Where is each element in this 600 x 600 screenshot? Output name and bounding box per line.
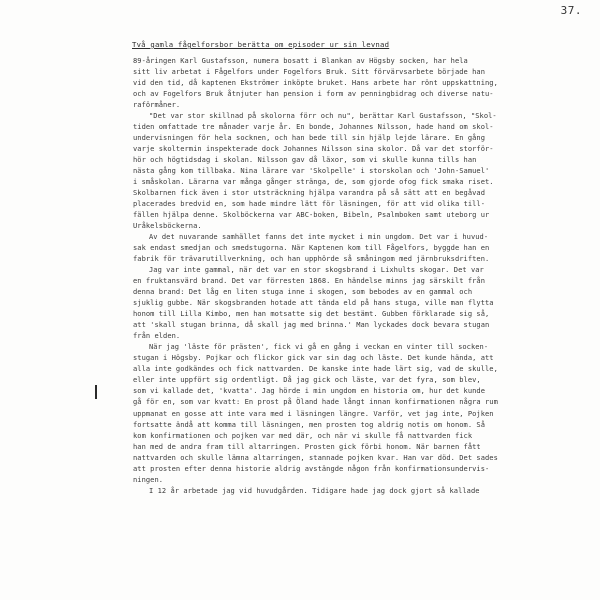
- text-line: ningen.: [133, 474, 164, 484]
- article-title: Två gamla fågelforsbor berätta om episoder ur sin levnad: [132, 40, 390, 49]
- text-line: uppmanat en gosse att inte vara med i läsningen längre. Varför, vet jag inte, Pojken: [133, 408, 494, 418]
- text-line: sitt liv arbetat i Fågelfors under Fogelfors Bruk. Sitt förvärvsarbete började han: [133, 67, 485, 77]
- text-line: fortsatte ändå att komma till läsningen, men prosten tog aldrig notis om honom. Så: [133, 419, 485, 429]
- text-line: vid den tid, då kaptenen Ekströmer inköpte bruket. Hans arbete har rönt uppskattning,: [133, 78, 498, 88]
- margin-mark: [95, 385, 97, 399]
- text-line: kom konfirmationen och pojken var med där, och när vi skulle få nattvarden fick: [133, 430, 473, 440]
- text-line: Jag var inte gammal, när det var en stor skogsbrand i Lixhults skogar. Det var: [149, 265, 484, 275]
- text-line: fällen hjälpa denne. Skolböckerna var ABC-boken, Bibeln, Psalmboken samt uteborg ur: [133, 210, 490, 220]
- text-line: honom till Lilla Kimbo, men han motsatte sig det bestämt. Gubben förklarade sig så,: [133, 309, 490, 319]
- article-body: [133, 55, 573, 496]
- text-line: tiden omfattade tre månader varje år. En bonde, Johannes Nilsson, hade hand om skol-: [133, 122, 494, 132]
- text-line: i småskolan. Lärarna var många gånger stränga, de, som gjorde ofog fick smaka riset.: [133, 177, 494, 187]
- text-line: att 'skall stugan brinna, då skall jag med brinna.' Man lyckades dock bevara stugan: [133, 320, 490, 330]
- text-line: undervisningen för hela socknen, och han bede till sin hjälp lejde lärare. En gång: [133, 133, 485, 143]
- text-line: hör och högtidsdag i skolan. Nilsson gav då läxor, som vi skulle kunna tills han: [133, 155, 477, 165]
- text-line: som vi kallade det, 'kvatta'. Jag hörde i min ungdom en historia om, hur det kunde: [133, 386, 485, 396]
- text-line: och av Fogelfors Bruk åtnjuter han pension i form av penningbidrag och diverse natu-: [133, 89, 494, 99]
- text-line: sjuklig gubbe. När skogsbranden hotade att tända eld på hans stuga, ville man flytta: [133, 298, 494, 308]
- text-line: nattvarden och skulle lämna altarringen, stannade pojken kvar. Han var död. Det sades: [133, 452, 498, 462]
- text-line: att prosten efter denna historie aldrig avstängde någon från konfirmationsundervis-: [133, 463, 490, 473]
- text-line: från elden.: [133, 331, 181, 341]
- text-line: 89-åringen Karl Gustafsson, numera bosatt i Blankan av Högsby socken, har hela: [133, 56, 468, 65]
- text-line: "Det var stor skillnad på skolorna förr och nu", berättar Karl Gustafsson, "Skol-: [149, 111, 497, 121]
- text-line: Skolbarnen fick även i stor utsträckning hjälpa varandra på så sätt att en begåvad: [133, 188, 485, 198]
- text-line: sak endast smedjan och smedstugorna. När Kaptenen kom till Fågelfors, byggde han en: [133, 243, 490, 253]
- text-line: nästa gång kom tillbaka. Nina lärare var 'Skolpelle' i storskolan och 'John-Samuel': [133, 166, 490, 176]
- text-line: raförmåner.: [133, 100, 181, 110]
- page-number: 37.: [560, 4, 582, 17]
- text-line: denna brand: Det låg en liten stuga inne i skogen, som bebodes av en gammal och: [133, 287, 473, 297]
- text-line: gå för en, som var kvatt: En prost på Öland hade långt innan konfirmationen några rum: [133, 397, 498, 407]
- text-line: eller inte uppfört sig ordentligt. Då jag gick och läste, var det fyra, som blev,: [133, 375, 481, 385]
- text-line: stugan i Högsby. Pojkar och flickor gick var sin dag och läste. Det kunde hända, att: [133, 353, 494, 363]
- text-line: alla inte godkändes och fick nattvarden. De kanske inte hade lärt sig, vad de skulle,: [133, 364, 498, 374]
- text-line: placerades bredvid en, som hade mindre lätt för läsningen, för att vid olika till-: [133, 199, 485, 209]
- text-line: varje skoltermin inspekterade dock Johannes Nilsson sina skolor. Då var det storför-: [133, 144, 494, 154]
- text-line: en fruktansvärd brand. Det var förresten 1868. En händelse minns jag särskilt från: [133, 276, 485, 286]
- text-line: fabrik för trävarutillverkning, och han upphörde så småningom med järnbruksdriften.: [133, 254, 490, 264]
- text-line: Av det nuvarande samhället fanns det inte mycket i min ungdom. Det var i huvud-: [149, 232, 489, 242]
- text-line: När jag 'läste för prästen', fick vi gå en gång i veckan en vinter till socken-: [149, 342, 489, 352]
- text-line: I 12 år arbetade jag vid huvudgården. Tidigare hade jag dock gjort så kallade: [149, 485, 480, 495]
- text-line: han med de andra fram till altarringen. Prosten gick förbi honom. När barnen fått: [133, 441, 481, 451]
- text-line: Uråkelsböckerna.: [133, 221, 202, 231]
